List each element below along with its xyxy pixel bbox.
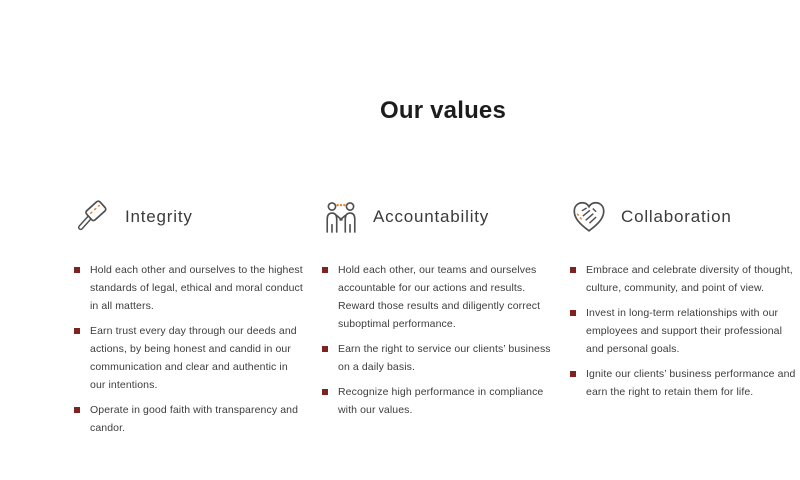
value-heading-accountability: Accountability (373, 207, 490, 226)
value-bullet-item: Invest in long-term relationships with our employees and support their professional and personal goals. (570, 304, 800, 358)
value-bullet-item: Recognize high performance in compliance with our values. (322, 383, 552, 419)
values-columns (74, 197, 800, 444)
value-bullet-item: Embrace and celebrate diversity of thought, culture, community, and point of view. (570, 261, 800, 297)
value-heading-collaboration: Collaboration (621, 207, 732, 226)
value-bullet-list (570, 261, 800, 401)
value-bullet-item: Earn trust every day through our deeds and actions, by being honest and candid in our communication and clear and authentic in our intentions. (74, 322, 304, 394)
value-bullet-item: Operate in good faith with transparency and candor. (74, 401, 304, 437)
value-bullet-item: Hold each other, our teams and ourselves accountable for our actions and results. Reward those results and diligently correct suboptimal performance. (322, 261, 552, 333)
heart-handshake-icon (570, 197, 608, 237)
handshake-people-icon (322, 197, 360, 237)
value-column-collaboration (570, 197, 800, 444)
page-title: Our values (379, 97, 507, 124)
value-header (322, 197, 552, 237)
value-bullet-item: Earn the right to service our clients’ business on a daily basis. (322, 340, 552, 376)
value-header (570, 197, 800, 237)
value-column-integrity (74, 197, 304, 444)
value-header (74, 197, 304, 237)
value-bullet-list (322, 261, 552, 419)
value-bullet-list (74, 261, 304, 437)
value-bullet-item: Ignite our clients’ business performance and earn the right to retain them for life. (570, 365, 800, 401)
value-bullet-item: Hold each other and ourselves to the highest standards of legal, ethical and moral conduct in all matters. (74, 261, 304, 315)
value-heading-integrity: Integrity (125, 207, 193, 226)
value-column-accountability (322, 197, 552, 444)
gavel-icon (74, 197, 112, 237)
